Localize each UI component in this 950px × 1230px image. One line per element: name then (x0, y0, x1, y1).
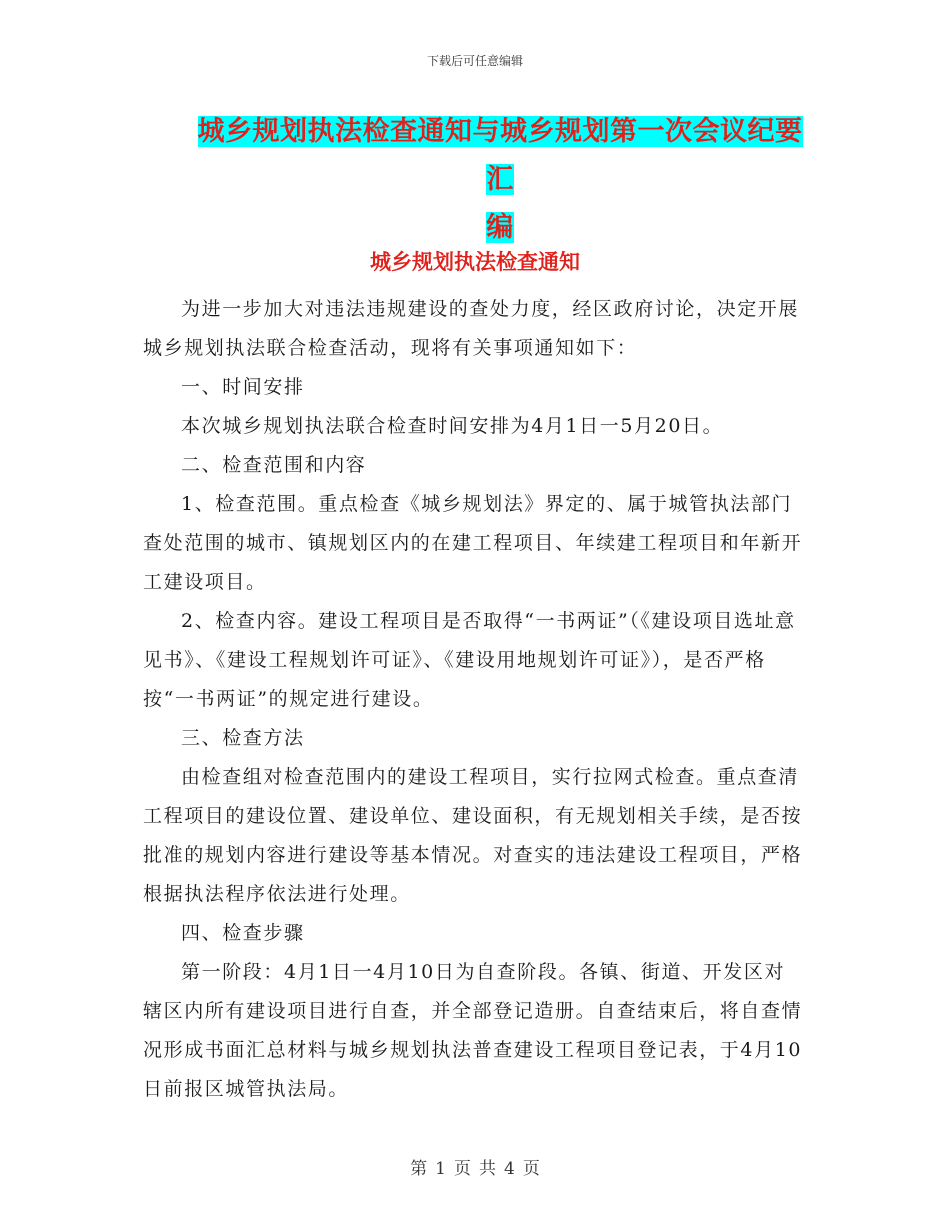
paragraph-intro: 为进一步加大对违法违规建设的查处力度，经区政府讨论，决定开展城乡规划执法联合检查活动，现将有关事项通知如下： (143, 298, 800, 359)
paragraph-scope: 1、检查范围。重点检查《城乡规划法》界定的、属于城管执法部门查处范围的城市、镇规划区内的在建工程项目、年续建工程项目和年新开工建设项目。 (143, 493, 803, 593)
section-title: 城乡规划执法检查通知 (370, 250, 580, 274)
document-title-line-1: 城乡规划执法检查通知与城乡规划第一次会议纪要汇 (197, 116, 803, 195)
footer-page-number: 1 (435, 1159, 446, 1179)
document-title-line-2: 编 (486, 212, 514, 243)
paragraph-time: 本次城乡规划执法联合检查时间安排为4月1日一5月20日。 (181, 415, 724, 437)
footer-prefix: 第 (410, 1159, 428, 1179)
page-footer (0, 1154, 950, 1179)
footer-page-label: 页 (454, 1159, 471, 1179)
paragraph-stage-one: 第一阶段：4月1日一4月10日为自查阶段。各镇、街道、开发区对辖区内所有建设项目进行自查，并全部登记造册。自查结束后，将自查情况形成书面汇总材料与城乡规划执法普查建设工程项目登记表，于4月10日前报区城管执法局。 (143, 961, 803, 1100)
document-body (143, 290, 803, 1109)
page-header: 下载后可任意编辑 (426, 54, 523, 68)
heading-time-arrangement: 一、时间安排 (181, 376, 305, 398)
paragraph-method: 由检查组对检查范围内的建设工程项目，实行拉网式检查。重点查清工程项目的建设位置、建设单位、建设面积，有无规划相关手续，是否按批准的规划内容进行建设等基本情况。对查实的违法建设工程项目，严格根据执法程序依法进行处理。 (143, 766, 803, 905)
heading-steps: 四、检查步骤 (181, 922, 305, 944)
paragraph-content: 2、检查内容。建设工程项目是否取得“一书两证”（《建设项目选址意见书》、《建设工程规划许可证》、《建设用地规划许可证》），是否严格按“一书两证”的规定进行建设。 (143, 610, 796, 710)
document-title (190, 108, 810, 252)
heading-scope-content: 二、检查范围和内容 (181, 454, 367, 476)
footer-total-label: 共 (479, 1159, 496, 1179)
heading-method: 三、检查方法 (181, 727, 305, 749)
footer-suffix: 页 (522, 1159, 540, 1179)
footer-total-pages: 4 (504, 1159, 515, 1179)
